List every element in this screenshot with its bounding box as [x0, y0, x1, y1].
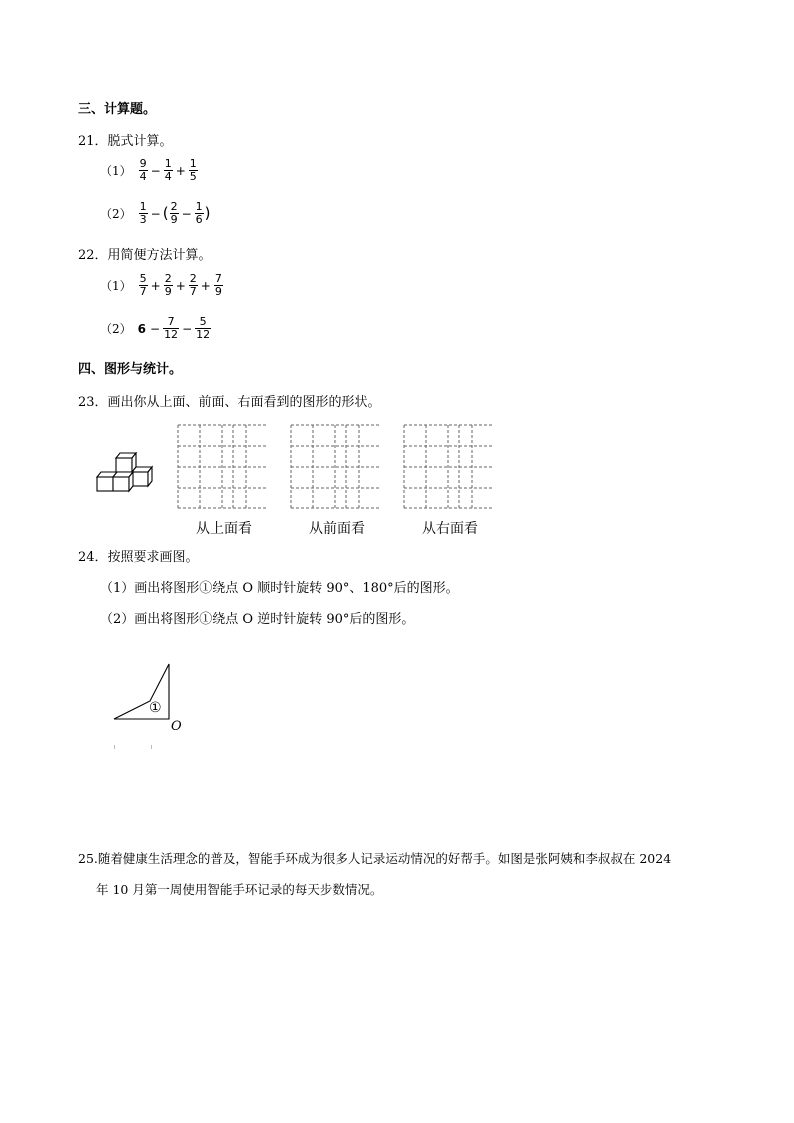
fraction: $\frac{7}{9}$ [214, 272, 222, 298]
operator: + [175, 163, 186, 178]
faint-mark [151, 745, 152, 749]
fraction: $\frac{2}{7}$ [189, 272, 197, 298]
q21-part2-expression [100, 201, 210, 226]
grid-view-top [176, 424, 271, 510]
q24-part1: （1）画出将图形①绕点 O 顺时针旋转 90°、180°后的图形。 [100, 581, 459, 596]
point-o-label: O [171, 719, 182, 734]
grid-view-front [289, 424, 384, 510]
q21-part1-label: （1） [100, 164, 132, 178]
q22-part1-label: （1） [100, 279, 132, 293]
fraction: $\frac{1}{5}$ [189, 157, 197, 183]
operator: − [181, 206, 192, 221]
cube-stack-figure [96, 452, 158, 496]
rotation-shape-figure [110, 660, 172, 722]
fraction: $\frac{9}{4}$ [139, 157, 147, 183]
operator: − [182, 321, 193, 336]
question-24-title: 24．按照要求画图。 [78, 550, 199, 565]
right-paren: ) [204, 204, 211, 222]
q22-part2-expression [100, 316, 212, 341]
fraction: $\frac{1}{6}$ [195, 200, 203, 226]
fraction: $\frac{5}{7}$ [139, 272, 147, 298]
fraction: $\frac{1}{3}$ [139, 200, 147, 226]
question-25-line1: 25.随着健康生活理念的普及，智能手环成为很多人记录运动情况的好帮手。如图是张阿姨和李叔叔在 2024 [78, 851, 672, 866]
operator: − [150, 321, 161, 336]
fraction: $\frac{2}{9}$ [164, 272, 172, 298]
whole-number: 6 [137, 321, 146, 336]
operator: − [150, 206, 161, 221]
operator: + [150, 278, 161, 293]
q22-part2-label: （2） [100, 322, 132, 336]
operator: + [175, 278, 186, 293]
question-25-line2: 年 10 月第一周使用智能手环记录的每天步数情况。 [96, 882, 383, 897]
section-3-title: 三、计算题。 [78, 102, 157, 117]
grid-view-right [402, 424, 497, 510]
caption-top-view: 从上面看 [196, 521, 252, 537]
faint-mark [114, 745, 115, 749]
fraction: $\frac{1}{4}$ [164, 157, 172, 183]
operator: − [150, 163, 161, 178]
shape-label: ① [149, 700, 162, 716]
q21-part2-label: （2） [100, 207, 132, 221]
left-paren: ( [162, 204, 169, 222]
fraction: $\frac{7}{12}$ [164, 315, 179, 341]
q24-part2: （2）画出将图形①绕点 O 逆时针旋转 90°后的图形。 [100, 612, 415, 627]
fraction: $\frac{2}{9}$ [170, 200, 178, 226]
question-21-title: 21．脱式计算。 [78, 134, 173, 149]
operator: + [200, 278, 211, 293]
question-22-title: 22．用简便方法计算。 [78, 248, 212, 263]
section-4-title: 四、图形与统计。 [78, 362, 183, 377]
caption-right-view: 从右面看 [422, 521, 478, 537]
q22-part1-expression [100, 273, 224, 298]
question-23-title: 23．画出你从上面、前面、右面看到的图形的形状。 [78, 395, 381, 410]
q21-part1-expression [100, 158, 199, 183]
fraction: $\frac{5}{12}$ [196, 315, 211, 341]
caption-front-view: 从前面看 [309, 521, 365, 537]
